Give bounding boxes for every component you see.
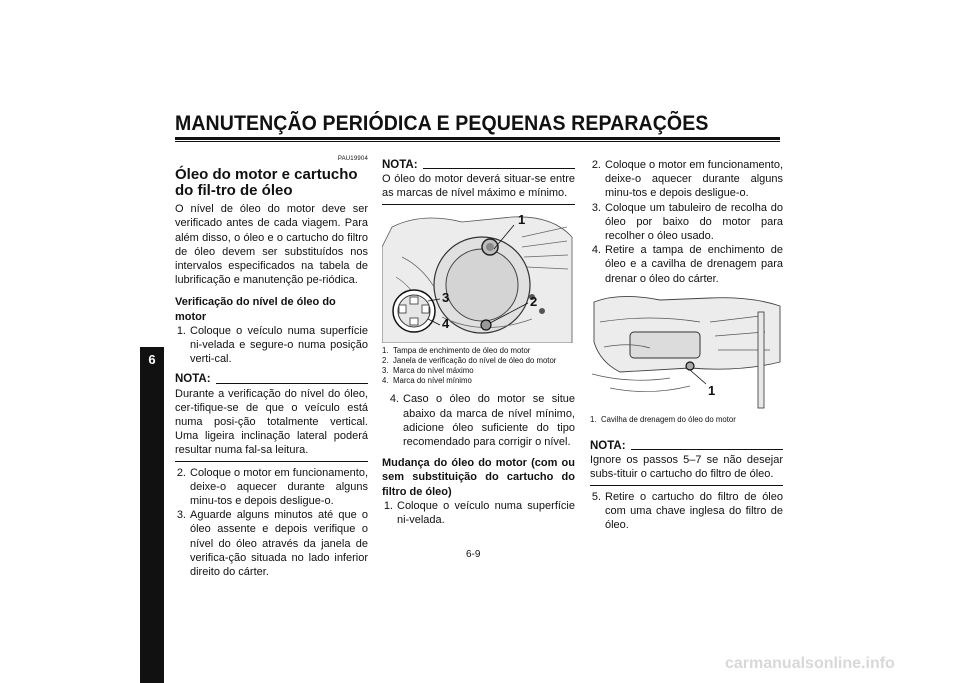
list-number: 3.	[176, 509, 186, 522]
list-text: Coloque o veículo numa superfície ni-velada e segure-o numa posição verti-cal.	[190, 324, 368, 366]
caption-text: Janela de verificação do nível de óleo do motor	[393, 355, 557, 365]
left-column	[175, 152, 368, 579]
list-item	[590, 158, 783, 201]
list-text: Coloque o motor em funcionamento, deixe-o aquecer durante alguns minu-tos e depois desligue-o.	[190, 466, 368, 508]
caption-text: Marca do nível mínimo	[393, 376, 472, 386]
caption-number: 1.	[590, 414, 597, 424]
nota-heading	[382, 158, 575, 172]
nota-line	[216, 383, 368, 384]
nota-text: Durante a verificação do nível do óleo, cer-tifique-se de que o veículo está numa posi-ção totalmente vertical. Uma ligeira inclinação lateral poderá resultar numa fal-sa leitura.	[175, 387, 368, 462]
figure-label: 1	[708, 382, 716, 398]
list-number: 2.	[176, 466, 186, 479]
nota-text: O óleo do motor deverá situar-se entre as marcas de nível máximo e mínimo.	[382, 172, 575, 204]
list-number: 1.	[176, 324, 186, 337]
nota-label: NOTA:	[175, 373, 211, 386]
caption-number: 1.	[382, 345, 389, 355]
nota-heading	[590, 439, 783, 453]
list-text: Retire o cartucho do filtro de óleo com uma chave inglesa do filtro de óleo.	[605, 490, 783, 532]
drain-illustration	[590, 292, 783, 412]
caption-text: Marca do nível máximo	[393, 366, 474, 376]
list-item	[590, 201, 783, 244]
list-number: 2.	[591, 159, 601, 171]
nota-line	[423, 168, 575, 169]
list-item	[382, 392, 575, 449]
page-number: 6-9	[466, 549, 481, 560]
subheading-oil-change: Mudança do óleo do motor (com ou sem substituição do cartucho do filtro de óleo)	[382, 457, 575, 498]
list-number: 1.	[383, 499, 393, 512]
drain-bolt-figure	[590, 292, 783, 412]
subheading-check-level: Verificação do nível de óleo do motor	[175, 296, 336, 323]
list-text: Coloque o veículo numa superfície ni-velada.	[397, 499, 575, 527]
list-text: Aguarde alguns minutos até que o óleo assente e depois verifique o nível do óleo através da janela de verifica-ção situada no lado inferior direito do cárter.	[190, 509, 368, 579]
header-rule-thin	[175, 141, 780, 142]
list-text: Coloque um tabuleiro de recolha do óleo por baixo do motor para recolher o óleo usado.	[605, 201, 783, 243]
header-rule	[175, 137, 780, 140]
nota-text: Ignore os passos 5–7 se não desejar subs-tituir o cartucho do filtro de óleo.	[590, 453, 783, 485]
section-heading: Óleo do motor e cartucho do fil-tro de óleo	[175, 166, 358, 200]
caption-text: Tampa de enchimento de óleo do motor	[393, 345, 531, 355]
middle-column	[382, 158, 575, 527]
oil-level-figure	[382, 207, 575, 343]
list-text: Caso o óleo do motor se situe abaixo da marca de nível mínimo, adicione óleo suficiente do tipo recomendado para corrigir o nível.	[403, 393, 575, 449]
section-code: PAU19904	[337, 156, 368, 162]
nota-heading	[175, 372, 368, 386]
figure-label: 1	[518, 211, 526, 227]
figure-label: 3	[442, 289, 450, 305]
list-item	[590, 243, 783, 286]
caption-number: 4.	[382, 376, 389, 386]
figure-captions	[382, 346, 575, 387]
right-column	[590, 158, 783, 532]
caption-text: Cavilha de drenagem do óleo do motor	[601, 414, 736, 424]
caption-number: 3.	[382, 366, 389, 376]
list-number: 4.	[389, 393, 399, 406]
caption-item	[382, 356, 575, 366]
nota-line	[631, 449, 783, 450]
chapter-number: 6	[148, 352, 156, 367]
watermark: carmanualsonline.info	[725, 655, 895, 672]
caption-item	[382, 346, 575, 356]
list-number: 5.	[591, 490, 601, 503]
list-item	[175, 508, 368, 579]
engine-illustration	[382, 207, 575, 343]
list-item	[382, 499, 575, 527]
figure-label: 4	[442, 315, 450, 331]
nota-label: NOTA:	[382, 159, 418, 171]
list-item	[175, 324, 368, 367]
caption-item	[382, 376, 575, 386]
list-item	[590, 490, 783, 533]
figure-label: 2	[530, 293, 538, 309]
list-item	[175, 466, 368, 509]
list-text: Coloque o motor em funcionamento, deixe-o aquecer durante alguns minu-tos e depois desligue-o.	[605, 159, 783, 200]
list-number: 3.	[591, 201, 601, 214]
caption-item	[590, 415, 783, 425]
page-title: MANUTENÇÃO PERIÓDICA E PEQUENAS REPARAÇÕES	[175, 112, 709, 135]
caption-number: 2.	[382, 355, 389, 365]
chapter-tab	[140, 347, 164, 683]
list-text: Retire a tampa de enchimento de óleo e a cavilha de drenagem para drenar o óleo do cárter.	[605, 244, 783, 285]
caption-item	[382, 366, 575, 376]
list-number: 4.	[591, 244, 601, 257]
intro-paragraph: O nível de óleo do motor deve ser verificado antes de cada viagem. Para além disso, o óleo e o cartucho do filtro de óleo devem ser substituídos nos intervalos especificados na tabela de lubrificação e manutenção pe-riódica.	[175, 203, 368, 287]
nota-label: NOTA:	[590, 440, 626, 453]
